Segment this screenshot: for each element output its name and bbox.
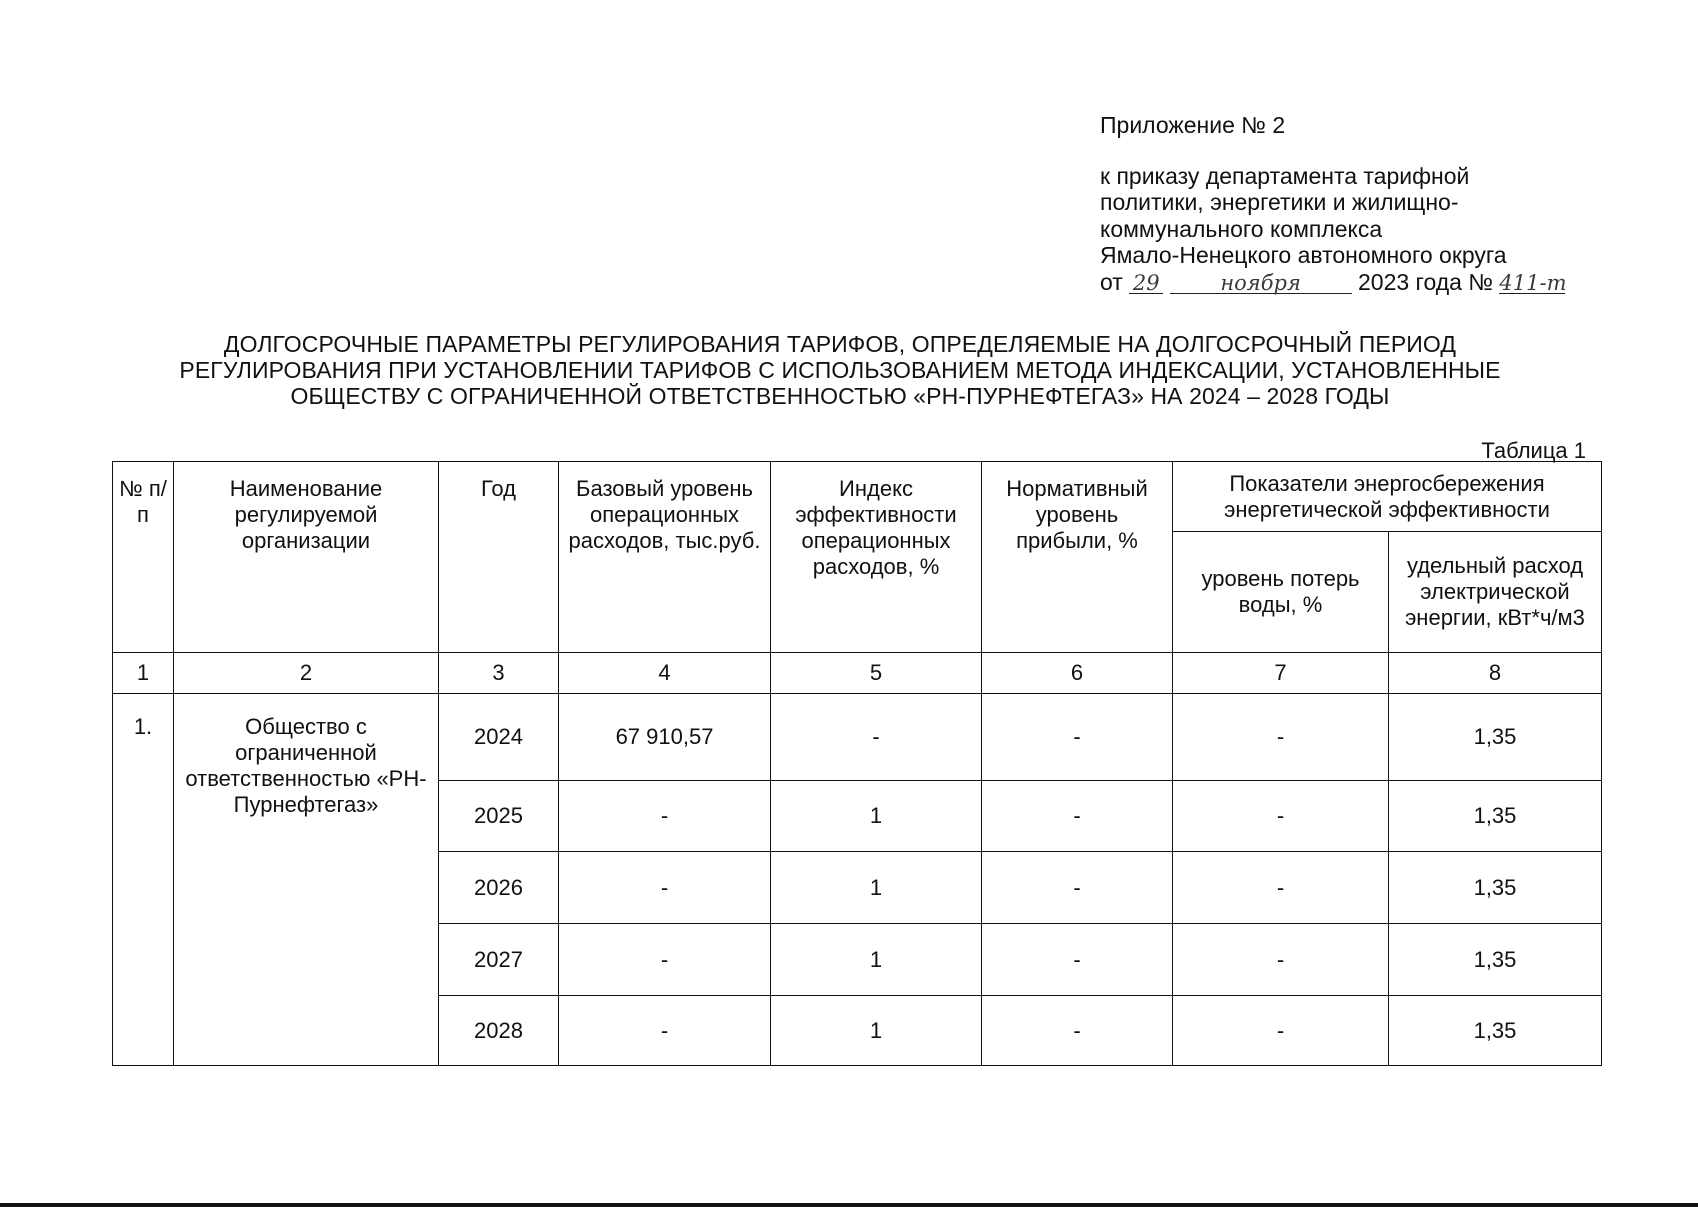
title-line: ДОЛГОСРОЧНЫЕ ПАРАМЕТРЫ РЕГУЛИРОВАНИЯ ТАРИФОВ, ОПРЕДЕЛЯЕМЫЕ НА ДОЛГОСРОЧНЫЙ ПЕРИОД — [223, 331, 1457, 357]
cell-base-expenses: - — [559, 852, 771, 924]
cell-efficiency-index: - — [771, 694, 982, 781]
cell-water-loss: - — [1173, 852, 1389, 924]
header-num: № п/п — [113, 462, 174, 653]
appendix-number: Приложение № 2 — [1100, 112, 1286, 138]
table-row — [113, 694, 1602, 781]
document-title — [100, 331, 1580, 409]
cell-year: 2026 — [439, 852, 559, 924]
date-day-field — [1129, 271, 1163, 294]
header-energy-group: Показатели энергосбережения энергетической эффективности — [1173, 462, 1602, 532]
column-number: 2 — [174, 653, 439, 694]
cell-efficiency-index: 1 — [771, 852, 982, 924]
column-numbers-row — [113, 653, 1602, 694]
order-number-handwritten: 411-т — [1499, 270, 1567, 295]
date-day-handwritten: 29 — [1132, 270, 1160, 295]
order-date-line — [1100, 269, 1620, 296]
column-number: 1 — [113, 653, 174, 694]
order-number-field — [1499, 271, 1565, 294]
cell-efficiency-index: 1 — [771, 924, 982, 996]
cell-power-use: 1,35 — [1389, 996, 1602, 1066]
date-month-handwritten: ноября — [1220, 270, 1301, 295]
cell-profit-level: - — [982, 781, 1173, 852]
cell-water-loss: - — [1173, 924, 1389, 996]
cell-base-expenses: - — [559, 996, 771, 1066]
header-power-use: удельный расход электрической энергии, кВт*ч/м3 — [1389, 532, 1602, 653]
cell-efficiency-index: 1 — [771, 781, 982, 852]
cell-year: 2028 — [439, 996, 559, 1066]
cell-water-loss: - — [1173, 781, 1389, 852]
column-number: 7 — [1173, 653, 1389, 694]
scan-bottom-edge — [0, 1203, 1698, 1207]
cell-power-use: 1,35 — [1389, 694, 1602, 781]
table-caption: Таблица 1 — [1481, 438, 1586, 463]
row-number: 1. — [113, 694, 174, 1066]
cell-water-loss: - — [1173, 996, 1389, 1066]
date-year-text: 2023 года № — [1358, 268, 1494, 295]
title-line: РЕГУЛИРОВАНИЯ ПРИ УСТАНОВЛЕНИИ ТАРИФОВ С ИСПОЛЬЗОВАНИЕМ МЕТОДА ИНДЕКСАЦИИ, УСТАНОВЛЕННЫЕ — [179, 357, 1501, 383]
tariff-parameters-table — [112, 461, 1602, 1066]
cell-profit-level: - — [982, 694, 1173, 781]
column-number: 3 — [439, 653, 559, 694]
header-efficiency-index: Индекс эффективности операционных расходов, % — [771, 462, 982, 653]
header-base-expenses: Базовый уровень операционных расходов, тыс.руб. — [559, 462, 771, 653]
column-number: 4 — [559, 653, 771, 694]
date-prefix: от — [1100, 268, 1123, 295]
organization-name: Общество с ограниченной ответственностью «РН-Пурнефтегаз» — [174, 694, 439, 1066]
cell-profit-level: - — [982, 996, 1173, 1066]
cell-profit-level: - — [982, 924, 1173, 996]
cell-year: 2024 — [439, 694, 559, 781]
header-water-loss: уровень потерь воды, % — [1173, 532, 1389, 653]
cell-base-expenses: - — [559, 924, 771, 996]
column-number: 6 — [982, 653, 1173, 694]
appendix-block — [1100, 112, 1620, 295]
column-number: 5 — [771, 653, 982, 694]
header-org: Наименование регулируемой организации — [174, 462, 439, 653]
cell-year: 2025 — [439, 781, 559, 852]
cell-base-expenses: 67 910,57 — [559, 694, 771, 781]
appendix-line: Ямало-Ненецкого автономного округа — [1100, 242, 1507, 268]
cell-profit-level: - — [982, 852, 1173, 924]
cell-power-use: 1,35 — [1389, 924, 1602, 996]
header-year: Год — [439, 462, 559, 653]
cell-efficiency-index: 1 — [771, 996, 982, 1066]
cell-base-expenses: - — [559, 781, 771, 852]
date-month-field — [1170, 271, 1352, 294]
title-line: ОБЩЕСТВУ С ОГРАНИЧЕННОЙ ОТВЕТСТВЕННОСТЬЮ «РН-ПУРНЕФТЕГАЗ» НА 2024 – 2028 ГОДЫ — [290, 383, 1390, 409]
column-number: 8 — [1389, 653, 1602, 694]
cell-power-use: 1,35 — [1389, 781, 1602, 852]
appendix-line: к приказу департамента тарифной — [1100, 162, 1470, 189]
appendix-line: политики, энергетики и жилищно- — [1100, 189, 1459, 215]
appendix-line: коммунального комплекса — [1100, 215, 1383, 242]
cell-year: 2027 — [439, 924, 559, 996]
cell-water-loss: - — [1173, 694, 1389, 781]
cell-power-use: 1,35 — [1389, 852, 1602, 924]
header-profit-level: Нормативный уровень прибыли, % — [982, 462, 1173, 653]
